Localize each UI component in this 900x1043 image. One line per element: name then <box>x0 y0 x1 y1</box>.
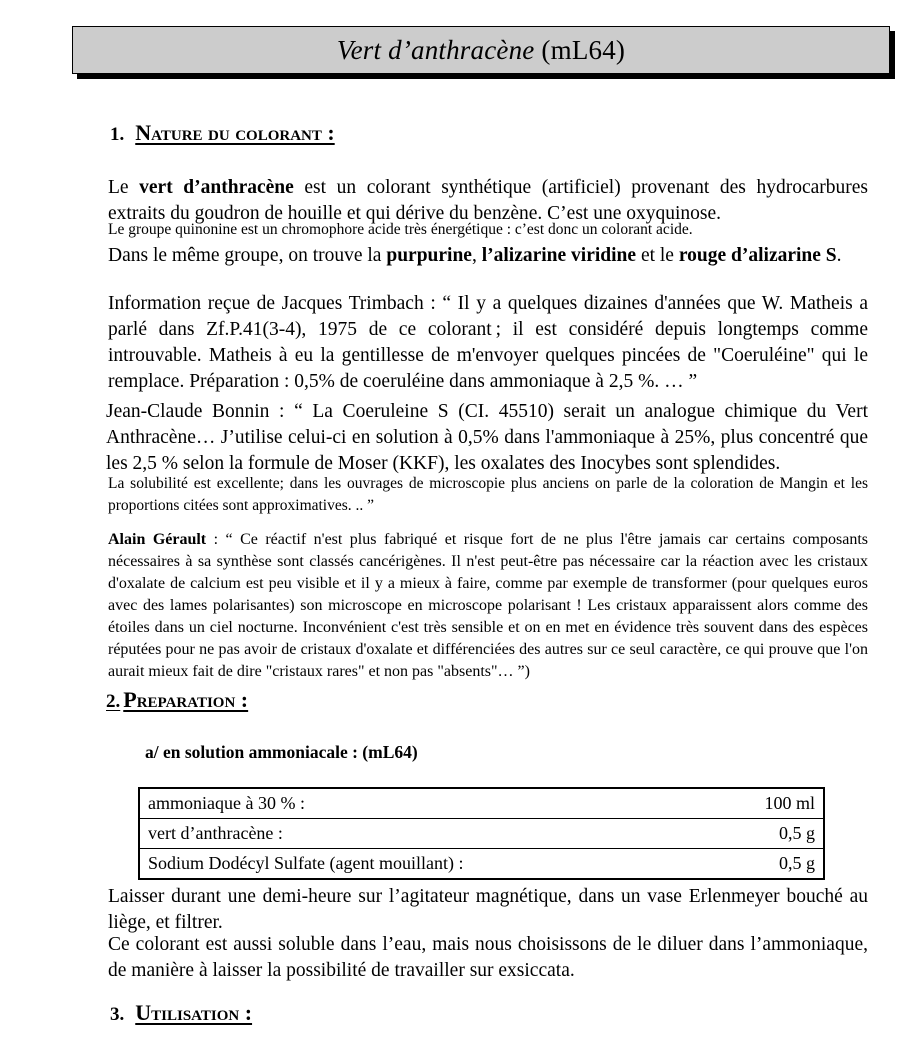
author-name-gerault: Alain Gérault <box>108 531 207 548</box>
title-main-text: Vert d’anthracène <box>336 34 535 65</box>
ingredients-table <box>138 787 825 880</box>
page-title <box>336 34 626 65</box>
ingredient-quantity: 100 ml <box>709 789 824 819</box>
section-heading-1 <box>110 120 335 146</box>
section-heading-2 <box>106 687 248 713</box>
preparation-subheading: a/ en solution ammoniacale : (mL64) <box>145 742 418 762</box>
same-group-end: . <box>836 245 842 266</box>
paragraph-1-rest: est un colorant synthétique (artificiel) provenant des hydrocarbures extraits du goudron de houille et qui dérive du benzène. C’est une oxyquinose. <box>108 177 868 224</box>
title-code-text: (mL64) <box>534 34 626 65</box>
paragraph-bonnin-quote: Jean-Claude Bonnin : “ La Coeruleine S (CI. 45510) serait un analogue chimique du Vert Anthracène… J’utilise celui-ci en solution à 0,5% dans l'ammoniaque à 25%, plus concentré que les 2,5 % selon la formule de Moser (KKF), les oxalates des Inocybes sont splendides. <box>106 401 868 474</box>
section-heading-3 <box>110 1000 252 1026</box>
dye-alizarine-viridine: l’alizarine viridine <box>481 245 637 266</box>
same-group-prefix: Dans le même groupe, on trouve la <box>108 245 387 266</box>
dye-rouge-alizarine-s: rouge d’alizarine S <box>678 245 837 266</box>
ingredient-name: ammoniaque à 30 % : <box>140 789 709 819</box>
paragraph-same-group <box>108 243 868 269</box>
paragraph-stirring-instructions: Laisser durant une demi-heure sur l’agitateur magnétique, dans un vase Erlenmeyer bouché au liège, et filtrer. <box>108 886 868 933</box>
ingredients-table-inner <box>139 788 824 879</box>
ingredient-name: Sodium Dodécyl Sulfate (agent mouillant) : <box>140 849 709 879</box>
section-1-label: Nature du colorant : <box>135 120 335 145</box>
paragraph-quinonine-note: Le groupe quinonine est un chromophore acide très énergétique : c’est donc un colorant acide. <box>108 221 693 238</box>
same-group-conj: et le <box>636 245 679 266</box>
paragraph-solubility-note: Ce colorant est aussi soluble dans l’eau, mais nous choisissons de le diluer dans l’ammoniaque, de manière à laisser la possibilité de travailler sur exsiccata. <box>108 934 868 981</box>
section-3-number: 3. <box>110 1004 125 1025</box>
section-3-label: Utilisation : <box>135 1000 253 1025</box>
table-row <box>140 849 824 879</box>
dye-separator: , <box>471 245 482 266</box>
table-row <box>140 819 824 849</box>
table-row <box>140 789 824 819</box>
section-2-label: Preparation : <box>123 687 249 712</box>
paragraph-gerault-quote <box>108 529 868 683</box>
title-banner-box <box>72 26 890 74</box>
section-1-number: 1. <box>110 124 125 145</box>
section-2-number: 2. <box>106 691 121 712</box>
paragraph-1-bold-term: vert d’anthracène <box>139 177 294 198</box>
ingredients-table-body <box>140 789 824 879</box>
paragraph-bonnin-note: La solubilité est excellente; dans les ouvrages de microscopie plus anciens on parle de la coloration de Mangin et les proportions citées sont approximatives. .. ” <box>108 475 868 514</box>
gerault-quote-text: : “ Ce réactif n'est plus fabriqué et risque fort de ne plus l'être jamais car certains composants nécessaires à sa synthèse sont classés cancérigènes. Il n'est peut-être pas nécessaire car la réaction avec les cristaux d'oxalate de calcium est peu visible et il y a mieux à faire, comme par exemple de transformer (pour quelques euros avec des lames polarisantes) son microscope en microscope polarisant ! Les cristaux apparaissent alors comme des étoiles dans un ciel nocturne. Inconvénient c'est très sensible et on en met en évidence très souvent dans des espèces réputées pour ne pas avoir de cristaux d'oxalate et différenciées des autres sur ce seul caractère, ce qui prouve que l'on aurait mieux fait de dire "cristaux rares" et non pas "absents"… ”) <box>108 531 868 680</box>
dye-purpurine: purpurine <box>386 245 472 266</box>
document-title-banner <box>72 26 890 74</box>
paragraph-trimbach-quote: Information reçue de Jacques Trimbach : “ Il y a quelques dizaines d'années que W. Matheis a parlé dans Zf.P.41(3-4), 1975 de ce colorant ; il est considéré depuis longtemps comme introuvable. Matheis à eu la gentillesse de m'envoyer quelques pincées de "Coeruléine" qui le remplace. Préparation : 0,5% de coeruléine dans ammoniaque à 2,5 %. … ” <box>108 293 868 392</box>
ingredient-quantity: 0,5 g <box>709 819 824 849</box>
ingredient-quantity: 0,5 g <box>709 849 824 879</box>
ingredient-name: vert d’anthracène : <box>140 819 709 849</box>
paragraph-1-prefix: Le <box>108 177 140 198</box>
